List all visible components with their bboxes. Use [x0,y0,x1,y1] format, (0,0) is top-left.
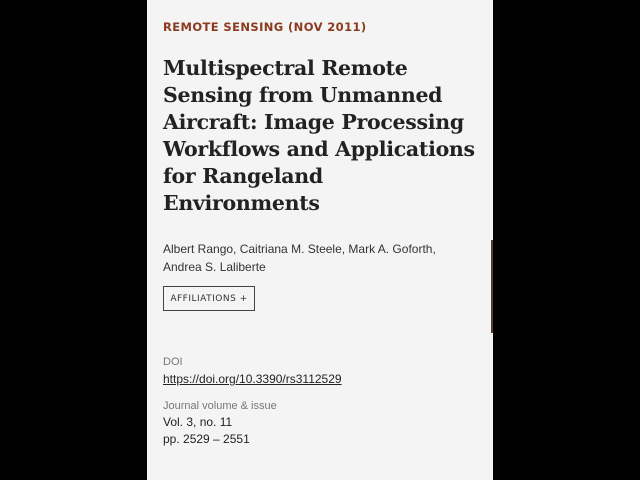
article-title: Multispectral Remote Sensing from Unmanned Aircraft: Image Processing Workflows and Applications for Rangeland Environments [163,56,475,215]
doi-label: DOI [163,356,183,368]
article-panel [147,0,493,480]
journal-label: REMOTE SENSING (NOV 2011) [163,20,367,34]
volume-label: Journal volume & issue [163,400,277,412]
doi-link[interactable]: https://doi.org/10.3390/rs3112529 [163,372,342,386]
volume-value: Vol. 3, no. 11 [163,415,233,429]
pages-value: pp. 2529 – 2551 [163,432,250,446]
scroll-indicator [491,240,493,333]
authors-line-1: Albert Rango, Caitriana M. Steele, Mark A. Goforth, [163,242,436,256]
authors [163,240,463,276]
authors-line-2: Andrea S. Laliberte [163,260,266,274]
affiliations-button[interactable]: AFFILIATIONS + [163,286,255,311]
